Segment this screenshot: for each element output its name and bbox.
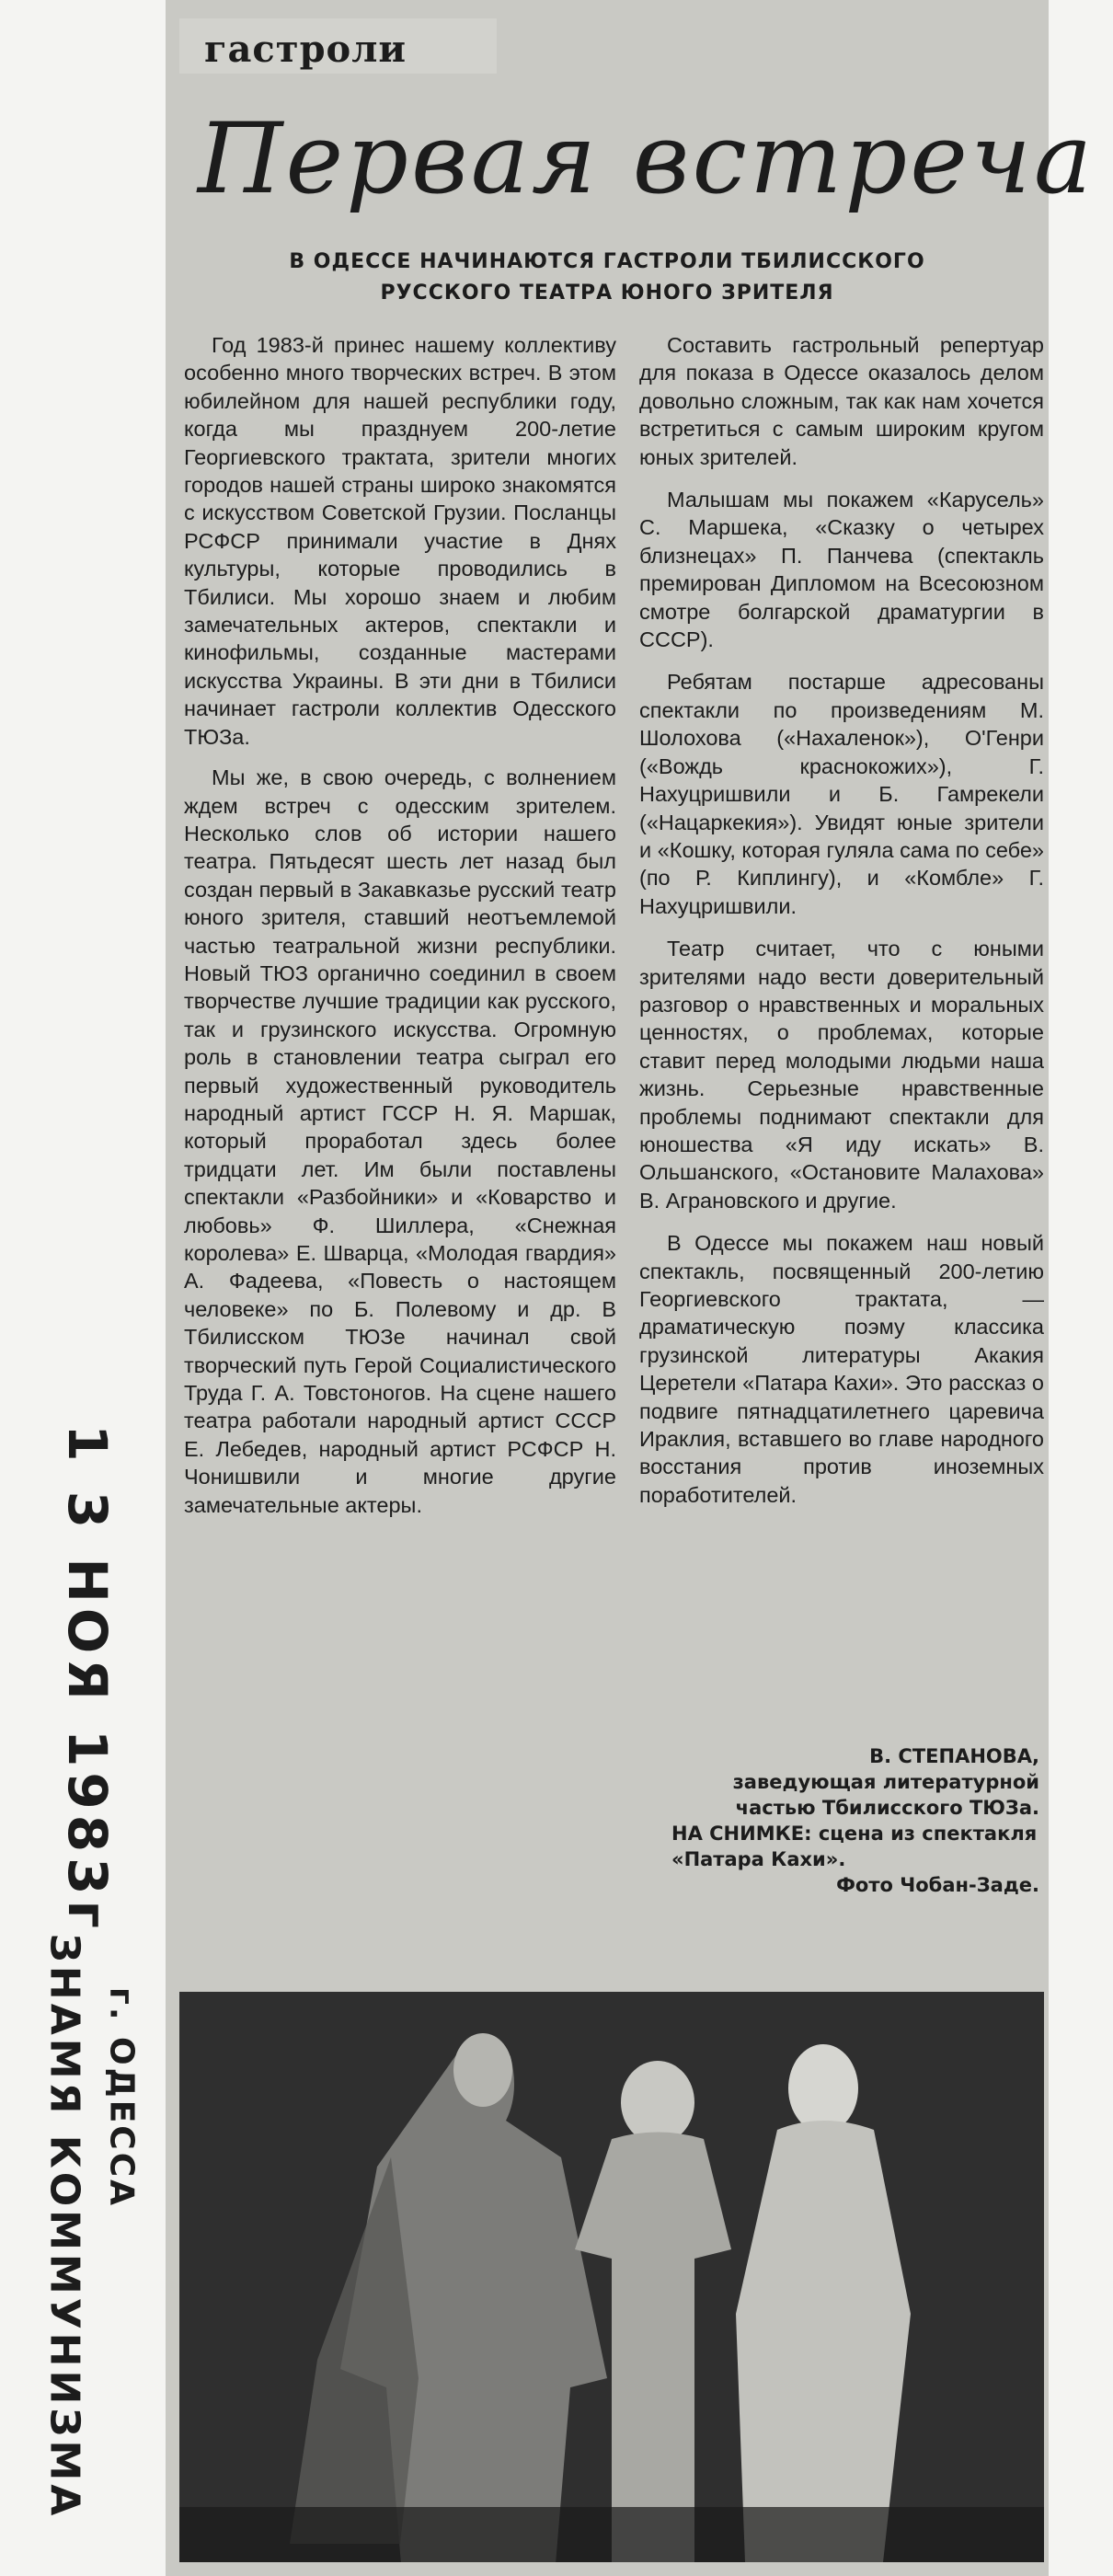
article-byline (653, 1743, 1039, 1898)
stage-photo-image (179, 1992, 1044, 2562)
paragraph: Мы же, в свою очередь, с волнением ждем встреч с одесским зрителем. Несколько слов об истории нашего театра. Пятьдесят шесть лет назад был создан первый в Закавказье русский театр юного зрителя, ставший неотъемлемой частью театральной жизни республики. Новый ТЮЗ органично соединил в своем творчестве лучшие традиции как русского, так и грузинского искусства. Огромную роль в становлении театра сыграл его первый художественный руководитель народный артист ГССР Н. Я. Маршак, который проработал здесь более тридцати лет. Им были поставлены спектакли «Разбойники» и «Коварство и любовь» Ф. Шиллера, «Снежная королева» Е. Шварца, «Молодая гвардия» А. Фадеева, «Повесть о настоящем человеке» по Б. Полевому и др. В Тбилисском ТЮЗе начинал свой творческий путь Герой Социалистического Труда Г. А. Товстоногов. На сцене нашего театра работали народный артист СССР Е. Лебедев, народный артист РСФСР Н. Чонишвили и многие другие замечательные актеры. (184, 765, 616, 1517)
author-name: В. СТЕПАНОВА, (869, 1745, 1039, 1767)
source-stamp (18, 1933, 156, 2520)
newspaper-name: ЗНАМЯ КОММУНИЗМА (40, 1933, 88, 2520)
paragraph: Год 1983-й принес нашему коллективу особенно много творческих встреч. В этом юбилейном для нашей республики году, когда мы празднуем 200-летие Георгиевского трактата, зрители многих городов нашей страны широко знакомятся с искусством Советской Грузии. Посланцы РСФСР принимали участие в Днях культуры, которые проводились в Тбилиси. Мы хорошо знаем и любим замечательных актеров, спектакли и кинофильмы, созданные мастерами искусства Украины. В эти дни в Тбилиси начинает гастроли коллектив Одесского ТЮЗа. (184, 333, 616, 749)
date-stamp (18, 1421, 156, 1937)
photo-credit: Фото Чобан-Заде. (836, 1874, 1039, 1896)
stage-scene-photo-icon (179, 1992, 1044, 2562)
stamp-date: 1 3 НОЯ 1983г (56, 1424, 119, 1934)
article-column-right (639, 331, 1044, 1711)
article-subheadline: В ОДЕССЕ НАЧИНАЮТСЯ ГАСТРОЛИ ТБИЛИССКОГО РУССКОГО ТЕАТРА ЮНОГО ЗРИТЕЛЯ (289, 250, 925, 305)
paragraph: Ребятам постарше адресованы спектакли по произведениям М. Шолохова («Нахаленок»), О'Генри («Вождь краснокожих»), Г. Нахуцришвили и Б. Гамрекели («Нацаркекия»). Увидят юные зрители и «Кошку, которая гуляла сама по себе» (по Р. Киплингу), и «Комбле» Г. Нахуцришвили. (639, 670, 1044, 918)
author-position: заведующая литературной частью Тбилисского ТЮЗа. (732, 1771, 1039, 1819)
article-column-left (184, 331, 616, 1923)
paragraph: В Одессе мы покажем наш новый спектакль, посвященный 200-летию Георгиевского трактата, — драматическую поэму классика грузинской литературы Акакия Церетели «Патара Кахи». Это рассказ о подвиге пятнадцатилетнего царевича Ираклия, вставшего во главе народного восстания против иноземных поработителей. (639, 1231, 1044, 1507)
article-headline: Первая встреча (198, 102, 1096, 215)
rubric-label: гастроли (204, 28, 407, 71)
newspaper-city: г. ОДЕССА (102, 1987, 141, 2208)
photo-caption: НА СНИМКЕ: сцена из спектакля «Патара Кахи». (671, 1823, 1038, 1870)
paragraph: Составить гастрольный репертуар для показа в Одессе оказалось делом довольно сложным, так как нам хочется встретиться с самым широким кругом юных зрителей. (639, 333, 1044, 469)
paragraph: Малышам мы покажем «Карусель» С. Маршека, «Сказку о четырех близнецах» П. Панчева (спектакль премирован Дипломом на Всесоюзном смотре болгарской драматургии в СССР). (639, 488, 1044, 652)
paragraph: Театр считает, что с юными зрителями надо вести доверительный разговор о нравственных и моральных ценностях, о проблемах, которые ставит перед молодыми людьми наша жизнь. Серьезные нравственные проблемы поднимают спектакли для юношества «Я иду искать» В. Ольшанского, «Остановите Малахова» В. Аграновского и другие. (639, 937, 1044, 1213)
